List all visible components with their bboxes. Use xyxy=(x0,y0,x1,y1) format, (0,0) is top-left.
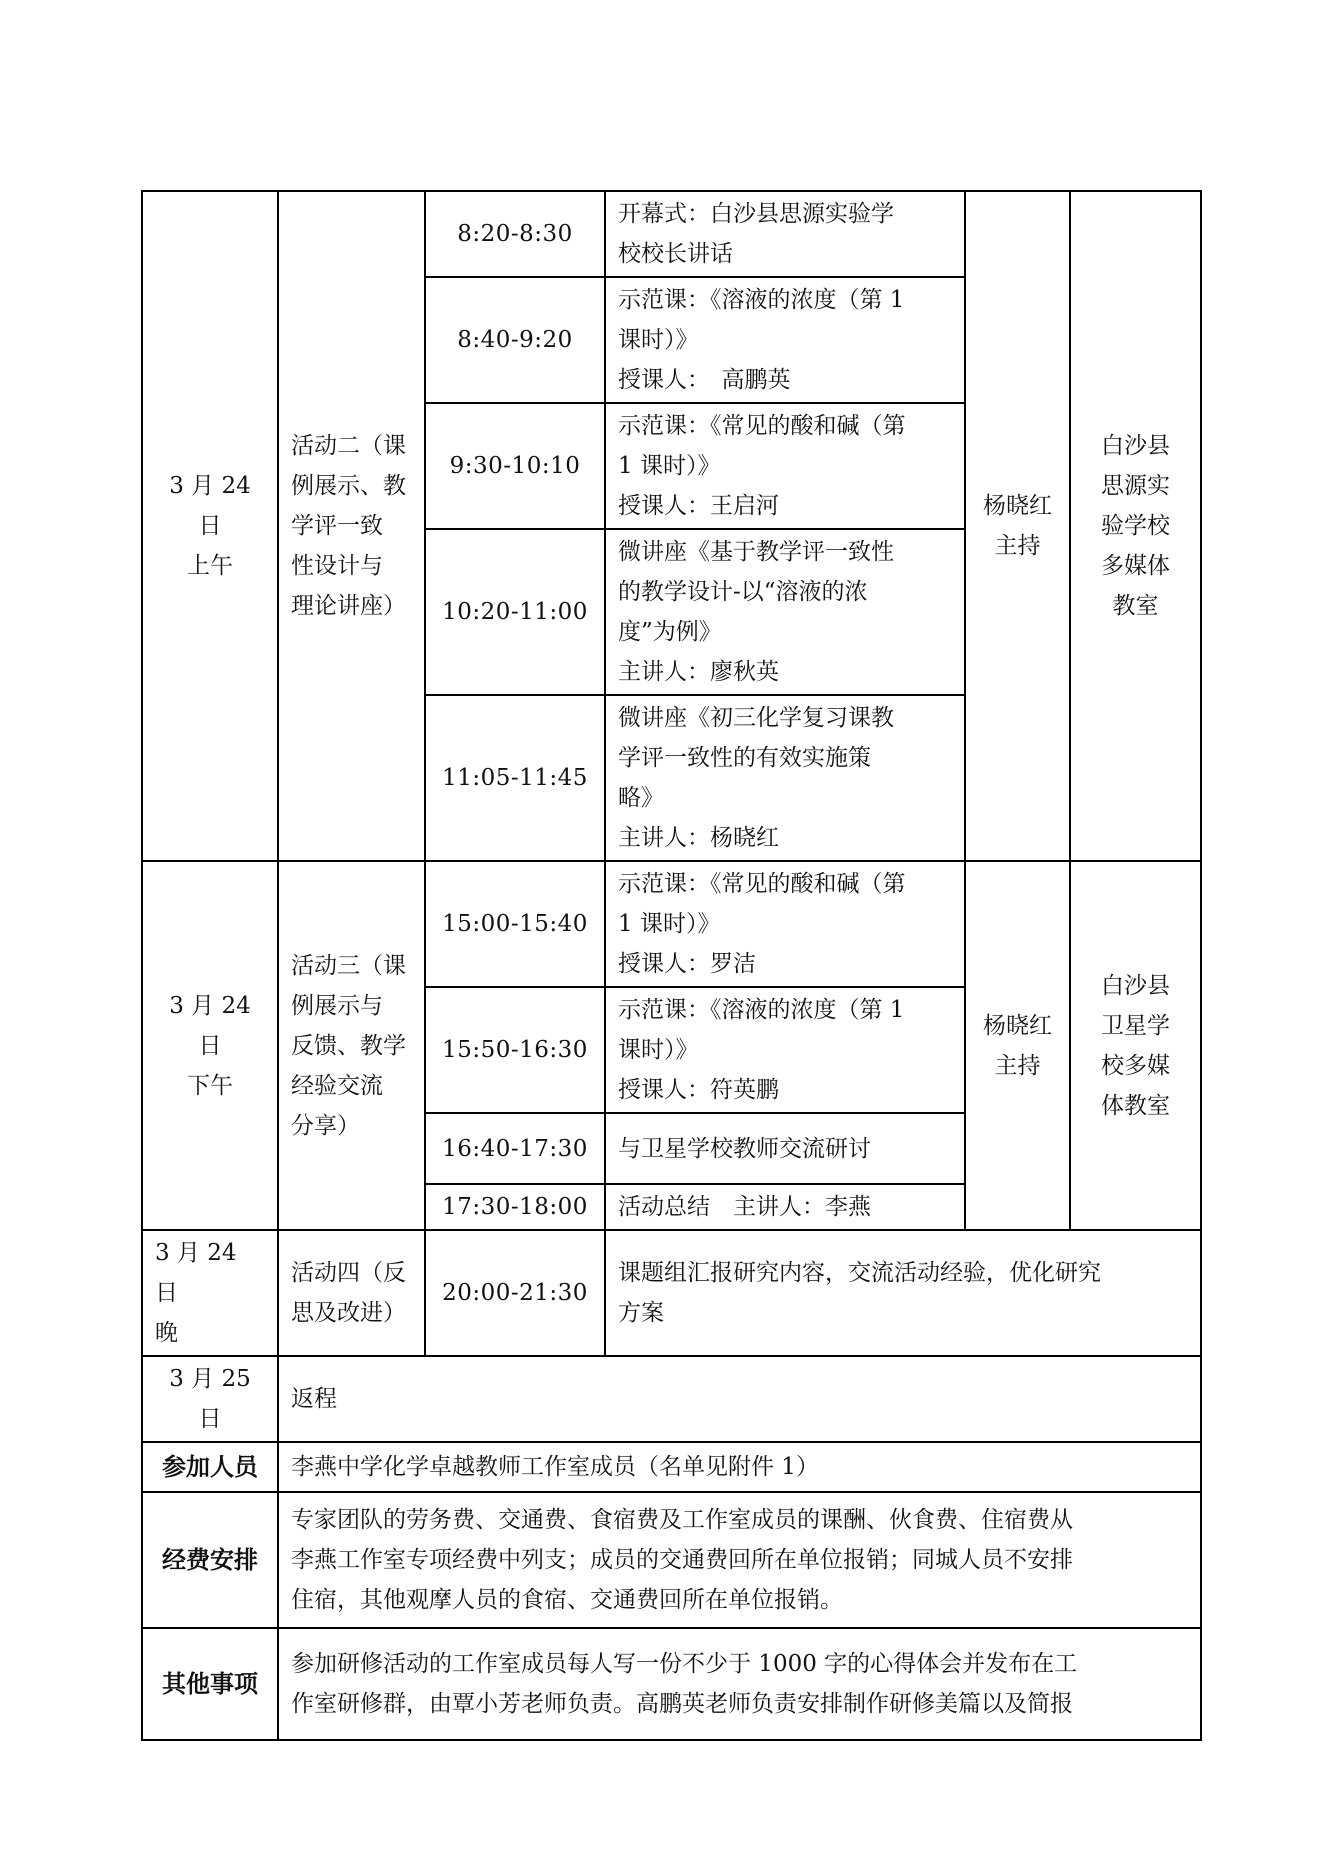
other-label: 其他事项 xyxy=(142,1628,278,1740)
other-line: 作室研修群，由覃小芳老师负责。高鹏英老师负责安排制作研修美篇以及简报 xyxy=(291,1691,1073,1717)
activity-line: 经验交流 xyxy=(291,1072,383,1099)
location-line: 多媒体 xyxy=(1101,553,1170,579)
date-line: 下午 xyxy=(187,1072,233,1099)
table-row xyxy=(142,191,1201,277)
activity-cell xyxy=(278,861,425,1230)
content-line: 示范课：《溶液的浓度（第 1 xyxy=(618,997,905,1023)
activity-line: 理论讲座） xyxy=(291,593,406,619)
activity-line: 活动四（反 xyxy=(291,1260,406,1286)
time-cell: 9:30-10:10 xyxy=(425,403,605,529)
content-line: 示范课：《常见的酸和碱（第 xyxy=(618,413,906,439)
time-cell: 10:20-11:00 xyxy=(425,529,605,695)
other-text xyxy=(278,1628,1201,1740)
content-line: 主讲人：杨晓红 xyxy=(618,825,779,851)
time-cell: 17:30-18:00 xyxy=(425,1184,605,1230)
host-line: 主持 xyxy=(994,1052,1041,1079)
content-line: 授课人：王启河 xyxy=(618,493,779,519)
activity-line: 活动三（课 xyxy=(291,952,406,979)
date-line: 上午 xyxy=(187,553,233,579)
time-cell: 8:40-9:20 xyxy=(425,277,605,403)
content-cell xyxy=(605,861,965,987)
location-line: 白沙县 xyxy=(1101,972,1170,999)
participants-text: 李燕中学化学卓越教师工作室成员（名单见附件 1） xyxy=(278,1442,1201,1492)
content-line: 示范课：《常见的酸和碱（第 xyxy=(618,871,906,897)
content-cell xyxy=(605,191,965,277)
content-cell xyxy=(605,695,965,861)
activity-line: 活动二（课 xyxy=(291,433,406,459)
content-line: 课时）》 xyxy=(618,327,699,353)
location-line: 思源实 xyxy=(1101,473,1170,499)
location-line: 验学校 xyxy=(1101,513,1170,539)
content-line: 微讲座《基于教学评一致性 xyxy=(618,539,894,565)
content-line: 授课人： 高鹏英 xyxy=(618,367,791,393)
date-line: 3 月 24 日 xyxy=(169,992,251,1059)
location-line: 校多媒 xyxy=(1101,1052,1170,1079)
host-line: 杨晓红 xyxy=(983,493,1052,519)
content-cell xyxy=(605,277,965,403)
activity-line: 分享） xyxy=(291,1112,360,1139)
content-cell xyxy=(605,1230,1201,1356)
content-cell xyxy=(605,987,965,1113)
time-cell: 11:05-11:45 xyxy=(425,695,605,861)
location-line: 教室 xyxy=(1112,593,1159,619)
other-line: 参加研修活动的工作室成员每人写一份不少于 1000 字的心得体会并发布在工 xyxy=(291,1651,1078,1677)
time-cell: 16:40-17:30 xyxy=(425,1113,605,1184)
funding-line: 李燕工作室专项经费中列支；成员的交通费回所在单位报销；同城人员不安排 xyxy=(291,1547,1073,1573)
host-cell xyxy=(965,861,1070,1230)
table-row xyxy=(142,1356,1201,1442)
host-line: 主持 xyxy=(994,533,1041,559)
content-line: 授课人：符英鹏 xyxy=(618,1077,779,1103)
activity-line: 反馈、教学 xyxy=(291,1032,406,1059)
content-line: 主讲人：廖秋英 xyxy=(618,659,779,685)
date-line: 晚 xyxy=(155,1320,178,1346)
content-line: 与卫星学校教师交流研讨 xyxy=(618,1135,871,1162)
time-cell: 15:00-15:40 xyxy=(425,861,605,987)
content-cell xyxy=(605,403,965,529)
content-line: 的教学设计-以“溶液的浓 xyxy=(618,579,868,605)
content-line: 活动总结 主讲人：李燕 xyxy=(618,1194,871,1220)
funding-line: 专家团队的劳务费、交通费、食宿费及工作室成员的课酬、伙食费、住宿费从 xyxy=(291,1507,1073,1533)
host-line: 杨晓红 xyxy=(983,1012,1052,1039)
content-line: 略》 xyxy=(618,785,664,811)
date-cell: 3 月 25 日 xyxy=(142,1356,278,1442)
content-line: 1 课时）》 xyxy=(618,911,721,937)
content-line: 方案 xyxy=(618,1300,664,1326)
activity-line: 例展示与 xyxy=(291,992,383,1019)
schedule-table xyxy=(141,190,1202,1741)
host-cell xyxy=(965,191,1070,861)
table-row xyxy=(142,861,1201,987)
location-line: 卫星学 xyxy=(1101,1012,1170,1039)
location-cell xyxy=(1070,191,1201,861)
time-cell: 15:50-16:30 xyxy=(425,987,605,1113)
content-cell xyxy=(605,529,965,695)
table-row xyxy=(142,1230,1201,1356)
time-cell: 8:20-8:30 xyxy=(425,191,605,277)
content-line: 度”为例》 xyxy=(618,619,722,645)
content-line: 学评一致性的有效实施策 xyxy=(618,745,871,771)
date-cell xyxy=(142,1230,278,1356)
content-line: 示范课：《溶液的浓度（第 1 xyxy=(618,287,905,313)
funding-label: 经费安排 xyxy=(142,1492,278,1628)
table-row xyxy=(142,1628,1201,1740)
activity-line: 性设计与 xyxy=(291,553,383,579)
funding-line: 住宿，其他观摩人员的食宿、交通费回所在单位报销。 xyxy=(291,1587,843,1613)
content-line: 微讲座《初三化学复习课教 xyxy=(618,705,894,731)
location-line: 白沙县 xyxy=(1101,433,1170,459)
location-line: 体教室 xyxy=(1101,1092,1170,1119)
activity-line: 思及改进） xyxy=(291,1300,406,1326)
content-line: 校校长讲话 xyxy=(618,241,733,267)
funding-text xyxy=(278,1492,1201,1628)
table-row xyxy=(142,1492,1201,1628)
activity-cell xyxy=(278,1230,425,1356)
content-line: 开幕式：白沙县思源实验学 xyxy=(618,201,894,227)
participants-label: 参加人员 xyxy=(142,1442,278,1492)
date-line: 3 月 24 日 xyxy=(155,1240,237,1306)
location-cell xyxy=(1070,861,1201,1230)
date-cell xyxy=(142,191,278,861)
table-row xyxy=(142,1442,1201,1492)
date-line: 3 月 24 日 xyxy=(169,473,251,539)
date-cell xyxy=(142,861,278,1230)
return-text: 返程 xyxy=(278,1356,1201,1442)
content-cell xyxy=(605,1184,965,1230)
content-line: 1 课时）》 xyxy=(618,453,721,479)
content-line: 课时）》 xyxy=(618,1037,699,1063)
activity-line: 学评一致 xyxy=(291,513,383,539)
content-cell xyxy=(605,1113,965,1184)
time-cell: 20:00-21:30 xyxy=(425,1230,605,1356)
content-line: 课题组汇报研究内容，交流活动经验，优化研究 xyxy=(618,1260,1101,1286)
activity-line: 例展示、教 xyxy=(291,473,406,499)
content-line: 授课人：罗洁 xyxy=(618,951,756,977)
activity-cell xyxy=(278,191,425,861)
